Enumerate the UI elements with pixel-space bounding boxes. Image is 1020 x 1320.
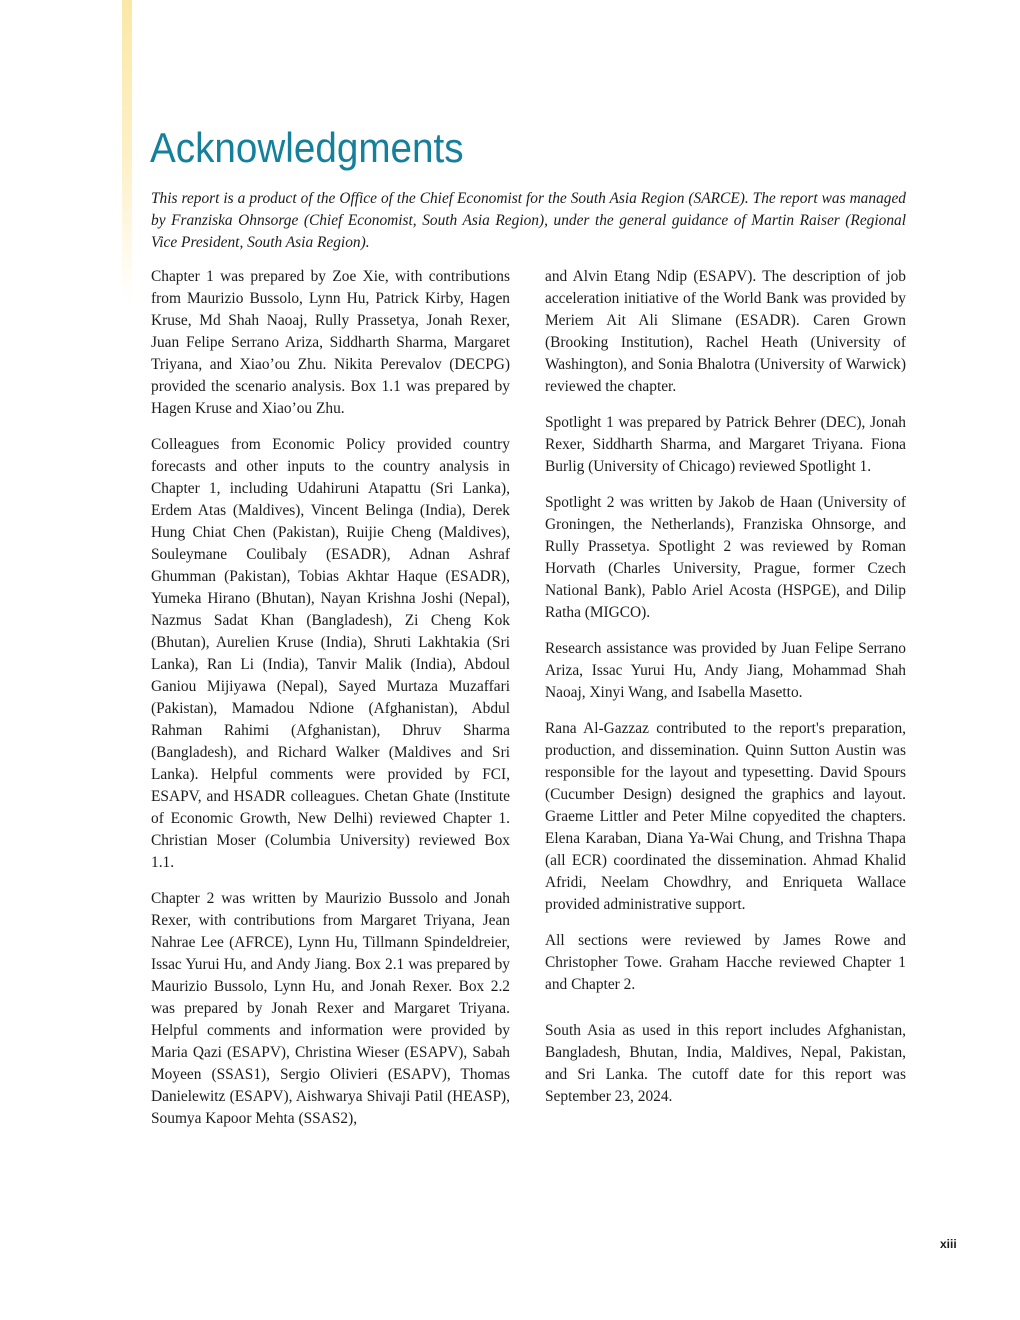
- decorative-side-bar: [122, 0, 132, 300]
- review-credits: All sections were reviewed by James Rowe and Christopher Towe. Graham Hacche reviewed Chapter 1 and Chapter 2.: [545, 932, 906, 993]
- page-title: Acknowledgments: [150, 124, 464, 171]
- right-column: [545, 266, 906, 1122]
- spotlight-2-credits: Spotlight 2 was written by Jakob de Haan (University of Groningen, the Netherlands), Franziska Ohnsorge, and Rully Prassetya. Spotlight 2 was reviewed by Roman Horvath (Charles University, Prague, former Czech National Bank), Pablo Ariel Acosta (HSPGE), and Dilip Ratha (MIGCO).: [545, 494, 906, 621]
- production-credits: Rana Al-Gazzaz contributed to the report's preparation, production, and dissemination. Quinn Sutton Austin was responsible for the layout and typesetting. David Spours (Cucumber Design) designed the graphics and layout. Graeme Littler and Peter Milne copyedited the chapters. Elena Karaban, Diana Ya-Wai Chung, and Trishna Thapa (all ECR) coordinated the dissemination. Ahmad Khalid Afridi, Neelam Chowdhry, and Enriqueta Wallace provided administrative support.: [545, 720, 906, 913]
- left-column: [151, 266, 510, 1144]
- chapter-1-credits: Chapter 1 was prepared by Zoe Xie, with contributions from Maurizio Bussolo, Lynn Hu, Patrick Kirby, Hagen Kruse, Md Shah Naoaj, Rully Prassetya, Jonah Rexer, Juan Felipe Serrano Ariza, Siddharth Sharma, Margaret Triyana, and Xiao’ou Zhu. Nikita Perevalov (DECPG) provided the scenario analysis. Box 1.1 was prepared by Hagen Kruse and Xiao’ou Zhu.: [151, 268, 510, 417]
- spotlight-1-credits: Spotlight 1 was prepared by Patrick Behrer (DEC), Jonah Rexer, Siddharth Sharma, and Margaret Triyana. Fiona Burlig (University of Chicago) reviewed Spotlight 1.: [545, 414, 906, 475]
- intro-paragraph: This report is a product of the Office of the Chief Economist for the South Asia Region (SARCE). The report was managed by Franziska Ohnsorge (Chief Economist, South Asia Region), under the general guidance of Martin Raiser (Regional Vice President, South Asia Region).: [151, 190, 906, 251]
- research-assistance-credits: Research assistance was provided by Juan Felipe Serrano Ariza, Issac Yurui Hu, Andy Jiang, Mohammad Shah Naoaj, Xinyi Wang, and Isabella Masetto.: [545, 640, 906, 701]
- scope-note: South Asia as used in this report includes Afghanistan, Bangladesh, Bhutan, India, Maldives, Nepal, Pakistan, and Sri Lanka. The cutoff date for this report was September 23, 2024.: [545, 1022, 906, 1105]
- chapter-2-credits: Chapter 2 was written by Maurizio Bussolo and Jonah Rexer, with contributions from Margaret Triyana, Jean Nahrae Lee (AFRCE), Lynn Hu, Tillmann Spindeldreier, Issac Yurui Hu, and Andy Jiang. Box 2.1 was prepared by Maurizio Bussolo, Lynn Hu, and Jonah Rexer. Box 2.2 was prepared by Jonah Rexer and Margaret Triyana. Helpful comments and information were provided by Maria Qazi (ESAPV), Christina Wieser (ESAPV), Sabah Moyeen (SSAS1), Sergio Olivieri (ESAPV), Thomas Danielewitz (ESAPV), Aishwarya Shivaji Patil (HEASP), Soumya Kapoor Mehta (SSAS2),: [151, 890, 510, 1127]
- chapter-2-credits-continued: and Alvin Etang Ndip (ESAPV). The description of job acceleration initiative of the World Bank was provided by Meriem Ait Ali Slimane (ESADR). Caren Grown (Brooking Institution), Rachel Heath (University of Washington), and Sonia Bhalotra (University of Warwick) reviewed the chapter.: [545, 268, 906, 395]
- page-number: xiii: [940, 1237, 957, 1251]
- country-forecast-credits: Colleagues from Economic Policy provided country forecasts and other inputs to the country analysis in Chapter 1, including Udahiruni Atapattu (Sri Lanka), Erdem Atas (Maldives), Vincent Belinga (India), Derek Hung Chiat Chen (Pakistan), Ruijie Cheng (Maldives), Souleymane Coulibaly (ESADR), Adnan Ashraf Ghumman (Pakistan), Tobias Akhtar Haque (ESADR), Yumeka Hirano (Bhutan), Nayan Krishna Joshi (Nepal), Nazmus Sadat Khan (Bangladesh), Zi Cheng Kok (Bhutan), Aurelien Kruse (India), Shruti Lakhtakia (Sri Lanka), Ran Li (India), Tanvir Malik (India), Abdoul Ganiou Mijiyawa (Nepal), Sayed Murtaza Muzaffari (Pakistan), Mamadou Ndione (Afghanistan), Abdul Rahman Rahimi (Afghanistan), Dhruv Sharma (Bangladesh), and Richard Walker (Maldives and Sri Lanka). Helpful comments were provided by FCI, ESAPV, and HSADR colleagues. Chetan Ghate (Institute of Economic Growth, New Delhi) reviewed Chapter 1. Christian Moser (Columbia University) reviewed Box 1.1.: [151, 436, 510, 871]
